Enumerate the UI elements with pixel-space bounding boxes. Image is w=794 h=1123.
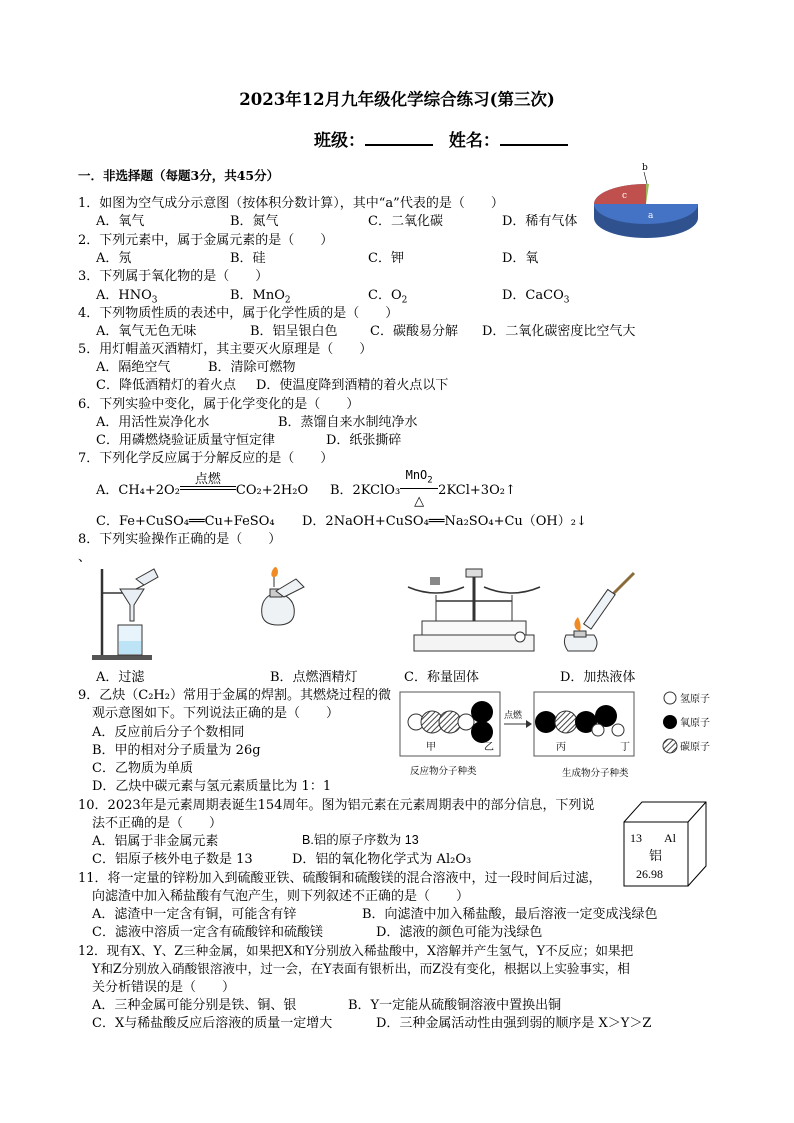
legend-oxygen: 氧原子 [680,718,710,729]
q2-option-c[interactable]: C．钾 [368,251,404,266]
name-label: 姓名： [448,131,500,151]
q12-stem-3: 关分析错误的是（ ） [92,980,236,995]
q8-option-b[interactable]: B．点燃酒精灯 [270,670,358,685]
q8-option-a[interactable]: A．过滤 [96,670,145,685]
q11-option-a[interactable]: A．滤渣中一定含有铜，可能含有锌 [92,907,297,922]
q4-stem: 4．下列物质性质的表述中，属于化学性质的是（ ） [78,306,399,321]
pie-label-b: b [642,163,648,173]
q1-option-c[interactable]: C．二氧化碳 [368,214,443,229]
q10-option-d[interactable]: D．铝的氧化物化学式为 Al₂O₃ [292,852,472,867]
label-ding: 丁 [620,742,630,753]
page-title: 2023年12月九年级化学综合练习(第三次) [239,90,555,109]
arrow-label: 点燃 [504,711,523,721]
q7-a-condition: 点燃 [194,472,221,487]
q10-option-a[interactable]: A．铝属于非金属元素 [92,834,219,849]
q8-option-c[interactable]: C．称量固体 [404,670,479,685]
q1-option-b[interactable]: B．氮气 [230,214,279,229]
q12-option-b[interactable]: B．Y一定能从硫酸铜溶液中置换出铜 [348,998,562,1013]
q4-option-a[interactable]: A．氧气无色无味 [96,324,197,339]
q7-option-d[interactable]: D．2NaOH+CuSO₄══Na₂SO₄+Cu（OH）₂↓ [302,514,587,529]
label-bing: 丙 [556,742,566,753]
q9-option-c[interactable]: C．乙物质为单质 [92,761,193,776]
pie-label-c: c [622,191,628,201]
reaction-micro-diagram [396,688,726,780]
element-mass: 26.98 [636,867,663,881]
element-number: 13 [630,831,642,845]
balance-scale [404,565,544,657]
q6-option-c[interactable]: C．用磷燃烧验证质量守恒定律 [96,433,275,448]
q7-b-catalyst: MnO$_2$ [405,468,433,486]
q10-option-b[interactable]: B.铝的原子序数为 13 [302,833,419,847]
pie-slice-c [594,184,646,204]
q12-stem-1: 12．现有X、Y、Z三种金属，如果把X和Y分别放入稀盐酸中，X溶解并产生氢气，Y不反应；如果把 [78,943,634,958]
q10-option-c[interactable]: C．铝原子核外电子数是 13 [92,852,253,867]
element-name: 铝 [649,849,663,864]
q11-option-d[interactable]: D．滤液的颜色可能为浅绿色 [376,925,543,940]
q10-stem-2: 法不正确的是（ ） [92,816,223,831]
label-yi: 乙 [484,742,494,753]
q8-option-d[interactable]: D．加热液体 [560,670,636,685]
q3-stem: 3．下列属于氧化物的是（ ） [78,269,269,284]
legend-hydrogen: 氢原子 [680,694,710,705]
q9-option-d[interactable]: D．乙炔中碳元素与氢元素质量比为 1：1 [92,779,332,794]
q1-option-d[interactable]: D．稀有气体 [502,214,578,229]
q5-option-b[interactable]: B．清除可燃物 [208,360,296,375]
student-info [314,126,568,151]
q2-option-d[interactable]: D．氧 [502,251,539,266]
q7-option-a[interactable]: A．CH₄+2O₂ 点燃 CO₂+2H₂O [96,479,308,498]
caption-products: 生成物分子种类 [562,768,629,779]
pie-slice-b [646,184,649,204]
section-heading: 一．非选择题（每题3分，共45分） [78,168,280,183]
aluminum-element-cell [622,800,708,888]
lighting-alcohol-lamp [252,565,308,629]
q3-option-c[interactable]: C．$O_2$ [368,288,408,306]
q11-option-b[interactable]: B．向滤渣中加入稀盐酸，最后溶液一定变成浅绿色 [362,907,658,922]
q3-option-d[interactable]: D．CaCO$_3$ [502,288,570,306]
q2-stem: 2．下列元素中，属于金属元素的是（ ） [78,233,334,248]
q7-option-c[interactable]: C．Fe+CuSO₄══Cu+FeSO₄ [96,514,275,529]
caption-reactants: 反应物分子种类 [410,766,477,777]
q6-stem: 6．下列实验中变化，属于化学变化的是（ ） [78,397,360,412]
q6-option-d[interactable]: D．纸张撕碎 [326,433,402,448]
q8-stem: 8．下列实验操作正确的是（ ） [78,532,282,547]
name-blank[interactable] [500,129,568,146]
legend-carbon: 碳原子 [680,742,710,753]
q9-option-b[interactable]: B．甲的相对分子质量为 26g [92,743,261,758]
q4-option-c[interactable]: C．碳酸易分解 [370,324,458,339]
q6-option-a[interactable]: A．用活性炭净化水 [96,415,210,430]
q2-option-a[interactable]: A．氖 [96,251,132,266]
q9-stem-1: 9．乙炔（C₂H₂）常用于金属的焊割。其燃烧过程的微 [78,688,391,703]
q4-option-b[interactable]: B．铝呈银白色 [250,324,338,339]
q3-option-b[interactable]: B．MnO$_2$ [230,288,291,306]
pie-label-a: a [648,211,654,221]
q5-stem: 5．用灯帽盖灭酒精灯，其主要灭火原理是（ ） [78,342,373,357]
q7-stem: 7．下列化学反应属于分解反应的是（ ） [78,451,334,466]
element-symbol: Al [664,831,676,845]
class-blank[interactable] [365,129,433,146]
q6-option-b[interactable]: B．蒸馏自来水制纯净水 [278,415,418,430]
q12-option-d[interactable]: D．三种金属活动性由强到弱的顺序是 X＞Y＞Z [376,1016,652,1031]
q10-stem-1: 10．2023年是元素周期表诞生154周年。图为铝元素在元素周期表中的部分信息，下列说 [78,798,595,813]
air-composition-pie [588,160,704,250]
q5-option-a[interactable]: A．隔绝空气 [96,360,171,375]
label-jia: 甲 [426,742,436,753]
q4-option-d[interactable]: D．二氧化碳密度比空气大 [482,324,636,339]
filtration-apparatus [88,565,168,661]
q7-b-heat: △ [414,494,425,509]
q8-mark: 、 [78,550,92,565]
class-label: 班级： [314,131,365,151]
q9-stem-2: 观示意图如下。下列说法正确的是（ ） [92,706,340,721]
q3-option-a[interactable]: A．$HNO_3$ [96,288,158,306]
q2-option-b[interactable]: B．硅 [230,251,266,266]
q9-option-a[interactable]: A．反应前后分子个数相同 [92,725,245,740]
q11-stem-1: 11．将一定量的锌粉加入到硫酸亚铁、硫酸铜和硫酸镁的混合溶液中，过一段时间后过滤， [78,871,602,886]
q12-stem-2: Y和Z分别放入硝酸银溶液中，过一会，在Y表面有银析出，而Z没有变化，根据以上实验事实，相 [92,961,630,976]
q5-option-d[interactable]: D．使温度降到酒精的着火点以下 [256,378,449,393]
q5-option-c[interactable]: C．降低酒精灯的着火点 [96,378,236,393]
q12-option-c[interactable]: C．X与稀盐酸反应后溶液的质量一定增大 [92,1016,333,1031]
q12-option-a[interactable]: A．三种金属可能分别是铁、铜、银 [92,998,297,1013]
q11-option-c[interactable]: C．滤液中溶质一定含有硫酸锌和硫酸镁 [92,925,323,940]
q7-option-b[interactable]: B．2KClO₃ MnO$_2$ △ 2KCl+3O₂↑ [330,468,516,509]
q1-stem: 1．如图为空气成分示意图（按体积分数计算），其中“a”代表的是（ ） [78,196,504,211]
q1-option-a[interactable]: A．氧气 [96,214,145,229]
q11-stem-2: 向滤渣中加入稀盐酸有气泡产生，则下列叙述不正确的是（ ） [92,889,470,904]
heating-liquid [560,565,646,657]
